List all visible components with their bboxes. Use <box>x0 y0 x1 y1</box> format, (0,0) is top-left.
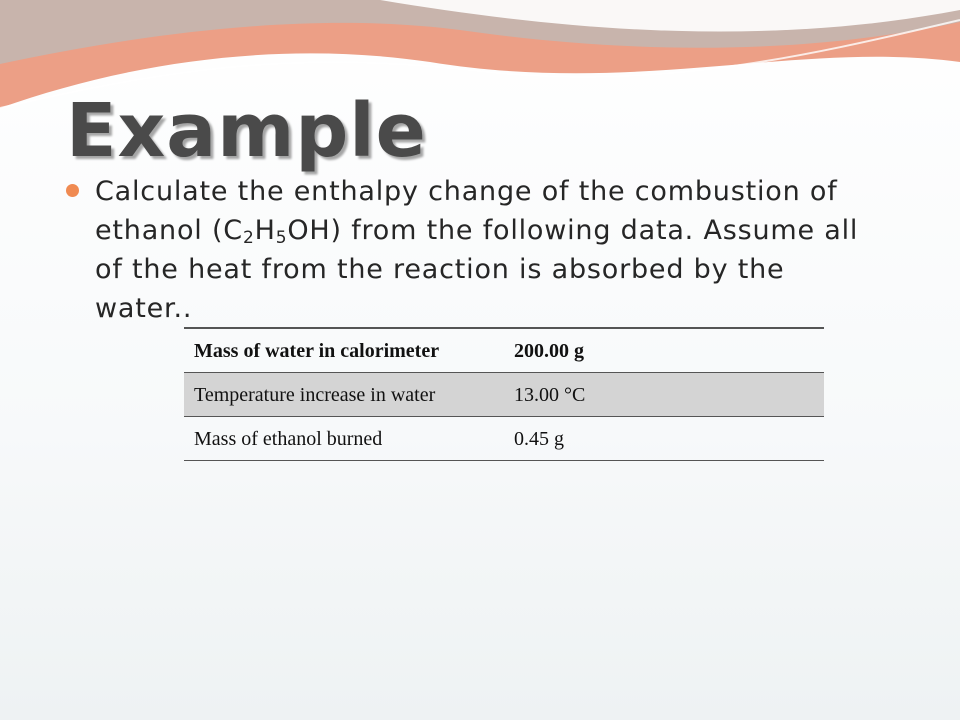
bullet-item <box>66 172 886 328</box>
bullet-dot-icon <box>66 184 79 197</box>
row-value: 13.00 °C <box>504 373 824 417</box>
bullet-text-part3: OH) from the following data. Assume all of the heat from the reaction is absorbed by the water.. <box>95 215 859 324</box>
subscript-2: 2 <box>242 228 255 248</box>
table-row <box>184 373 824 417</box>
data-table <box>184 327 824 461</box>
row-label: Temperature increase in water <box>184 373 504 417</box>
slide-title: Example <box>66 88 427 174</box>
row-label: Mass of water in calorimeter <box>194 340 440 362</box>
bullet-text <box>95 172 875 328</box>
row-value: 0.45 g <box>514 428 564 450</box>
row-label: Mass of ethanol burned <box>194 428 383 450</box>
subscript-5: 5 <box>275 228 288 248</box>
row-value: 200.00 g <box>514 340 584 362</box>
table-row <box>184 328 824 373</box>
bullet-text-part2: H <box>254 215 276 246</box>
bullet-text-part1: Calculate the enthalpy change of the combustion of ethanol (C <box>95 176 838 246</box>
table-row <box>184 417 824 461</box>
